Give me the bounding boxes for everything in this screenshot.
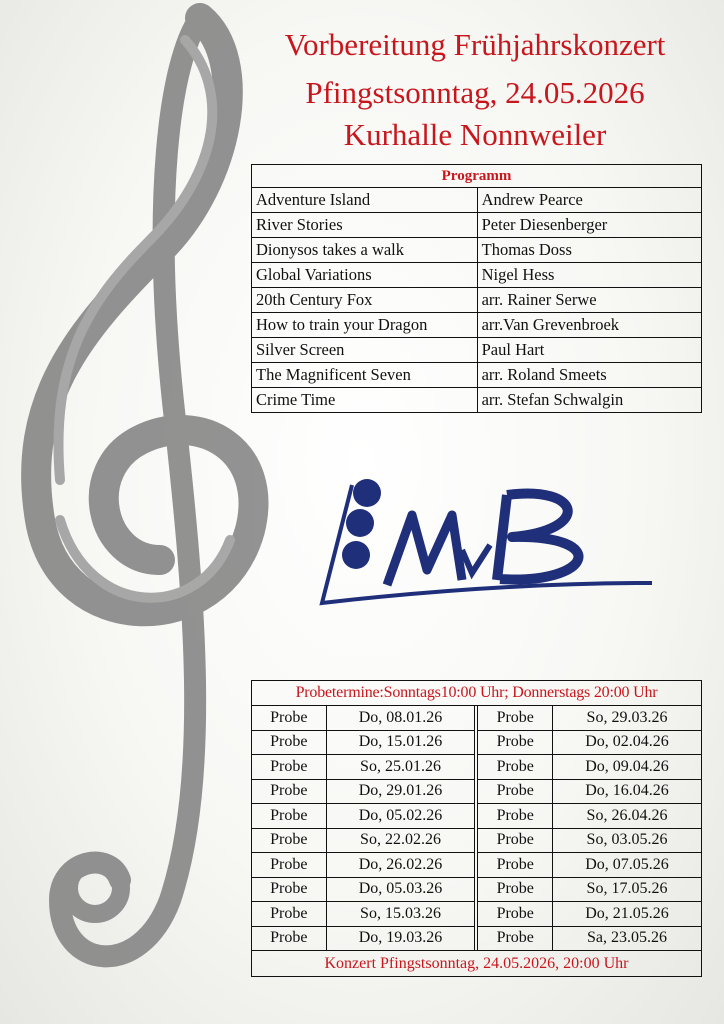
probe-date: Do, 16.04.26 (553, 779, 702, 804)
probe-date: So, 15.03.26 (326, 902, 475, 927)
probe-label: Probe (478, 804, 553, 829)
probe-label: Probe (252, 877, 327, 902)
header-date: Pfingstsonntag, 24.05.2026 (305, 75, 645, 110)
piece-cell: Silver Screen (252, 338, 478, 363)
table-row (252, 755, 702, 780)
composer-cell: arr. Stefan Schwalgin (477, 388, 701, 413)
composer-cell: arr.Van Grevenbroek (477, 313, 701, 338)
probe-label: Probe (252, 804, 327, 829)
probe-label: Probe (478, 730, 553, 755)
table-row (252, 828, 702, 853)
table-row (252, 338, 702, 363)
probe-label: Probe (252, 730, 327, 755)
probe-date: So, 22.02.26 (326, 828, 475, 853)
composer-cell: Paul Hart (477, 338, 701, 363)
probetermine-title: Probetermine:Sonntags10:00 Uhr; Donnerstags 20:00 Uhr (252, 681, 702, 706)
probe-date: Do, 29.01.26 (326, 779, 475, 804)
table-row (252, 388, 702, 413)
probe-label: Probe (252, 828, 327, 853)
programm-table (251, 164, 702, 413)
composer-cell: arr. Rainer Serwe (477, 288, 701, 313)
probe-label: Probe (478, 779, 553, 804)
probe-date: Do, 26.02.26 (326, 853, 475, 878)
probe-label: Probe (252, 853, 327, 878)
probe-label: Probe (252, 902, 327, 927)
probe-label: Probe (478, 755, 553, 780)
mvb-logo (312, 475, 657, 615)
probe-date: Do, 07.05.26 (553, 853, 702, 878)
table-row (252, 877, 702, 902)
probe-label: Probe (252, 706, 327, 731)
piece-cell: 20th Century Fox (252, 288, 478, 313)
probe-label: Probe (478, 853, 553, 878)
probe-date: So, 03.05.26 (553, 828, 702, 853)
table-row (252, 313, 702, 338)
table-row (252, 853, 702, 878)
piece-cell: The Magnificent Seven (252, 363, 478, 388)
composer-cell: Peter Diesenberger (477, 213, 701, 238)
probe-date: So, 26.04.26 (553, 804, 702, 829)
table-row (252, 730, 702, 755)
piece-cell: How to train your Dragon (252, 313, 478, 338)
probe-date: Do, 08.01.26 (326, 706, 475, 731)
table-row (252, 188, 702, 213)
table-row (252, 213, 702, 238)
probe-date: Do, 05.02.26 (326, 804, 475, 829)
probe-label: Probe (478, 877, 553, 902)
probe-date: So, 17.05.26 (553, 877, 702, 902)
table-row (252, 926, 702, 951)
piece-cell: Adventure Island (252, 188, 478, 213)
composer-cell: Thomas Doss (477, 238, 701, 263)
probe-label: Probe (478, 828, 553, 853)
table-row (252, 238, 702, 263)
table-row (252, 779, 702, 804)
table-row (252, 804, 702, 829)
konzert-footer: Konzert Pfingstsonntag, 24.05.2026, 20:00 Uhr (252, 951, 702, 977)
table-row (252, 263, 702, 288)
header-title: Vorbereitung Frühjahrskonzert (284, 27, 666, 62)
composer-cell: Andrew Pearce (477, 188, 701, 213)
probe-date: Do, 19.03.26 (326, 926, 475, 951)
probe-label: Probe (252, 779, 327, 804)
probe-label: Probe (252, 926, 327, 951)
table-row (252, 706, 702, 731)
programm-title: Programm (252, 165, 702, 188)
probe-label: Probe (252, 755, 327, 780)
probe-date: Do, 05.03.26 (326, 877, 475, 902)
probetermine-table (251, 680, 702, 977)
probe-label: Probe (478, 902, 553, 927)
probe-date: Do, 02.04.26 (553, 730, 702, 755)
composer-cell: Nigel Hess (477, 263, 701, 288)
probe-label: Probe (478, 926, 553, 951)
probe-label: Probe (478, 706, 553, 731)
piece-cell: River Stories (252, 213, 478, 238)
table-row (252, 288, 702, 313)
probe-date: Sa, 23.05.26 (553, 926, 702, 951)
probe-date: Do, 15.01.26 (326, 730, 475, 755)
table-row (252, 363, 702, 388)
probe-date: Do, 21.05.26 (553, 902, 702, 927)
probe-date: So, 29.03.26 (553, 706, 702, 731)
piece-cell: Dionysos takes a walk (252, 238, 478, 263)
composer-cell: arr. Roland Smeets (477, 363, 701, 388)
piece-cell: Global Variations (252, 263, 478, 288)
piece-cell: Crime Time (252, 388, 478, 413)
header-venue: Kurhalle Nonnweiler (343, 117, 607, 152)
probe-date: Do, 09.04.26 (553, 755, 702, 780)
table-row (252, 902, 702, 927)
probe-date: So, 25.01.26 (326, 755, 475, 780)
